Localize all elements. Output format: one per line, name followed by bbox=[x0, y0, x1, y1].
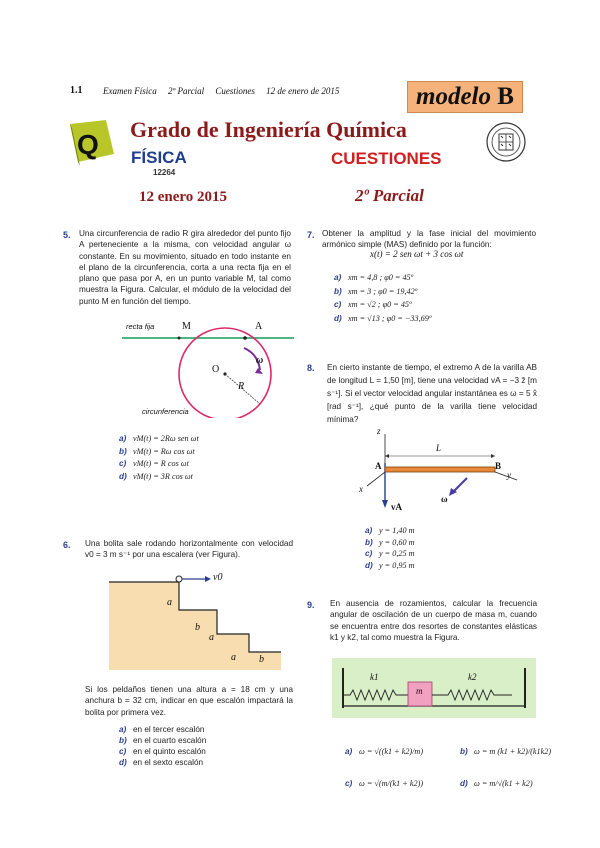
q5-option-a[interactable]: a) vM(t) = 2Rω sen ωt bbox=[119, 434, 199, 443]
q8-text: En cierto instante de tiempo, el extremo A de la varilla AB de longitud L = 1,50 [m], tiene una velocidad vA = −3 ẑ [m s⁻¹]. Si el vector velocidad angular instantánea es ω = 5 x̂ [rad s⁻¹], ¿qué punto de la varilla tiene velocidad mínima? bbox=[327, 363, 537, 424]
university-seal-icon bbox=[486, 122, 526, 162]
q8-label-x: x bbox=[359, 484, 363, 494]
q6-label-b2: b bbox=[259, 654, 264, 665]
q8-label-A: A bbox=[375, 461, 382, 471]
q6-label-a2: a bbox=[209, 632, 214, 643]
q7-option-d[interactable]: d) xm = √13 ; φ0 = −33,69º bbox=[334, 313, 432, 323]
q8-label-z: z bbox=[377, 426, 381, 436]
q7-text: Obtener la amplitud y la fase inicial del movimiento armónico simple (MAS) definido por la función: bbox=[322, 229, 536, 250]
q7-option-a[interactable]: a) xm = 4,8 ; φ0 = 45º bbox=[334, 273, 414, 282]
subject-title: FÍSICA bbox=[131, 148, 187, 167]
q6-text2: Si los peldaños tienen una altura a = 18 cm y una anchura b = 32 cm, indicar en que escalón impactará la bolita por primera vez. bbox=[85, 685, 293, 717]
subject-code: 12264 bbox=[153, 168, 176, 177]
q5-label-M: M bbox=[182, 321, 191, 332]
q8-option-b[interactable]: b) y = 0,60 m bbox=[365, 537, 415, 547]
q8-option-d[interactable]: d) y = 0,95 m bbox=[365, 560, 415, 570]
q8-option-c[interactable]: c) y = 0,25 m bbox=[365, 549, 415, 558]
modelo-label: modelo bbox=[416, 83, 491, 110]
q7-formula: x(t) = 2 sen ωt + 3 cos ωt bbox=[370, 249, 464, 259]
q5-option-c[interactable]: c) vM(t) = R cos ωt bbox=[119, 459, 189, 469]
modelo-letter: B bbox=[497, 83, 514, 110]
header-exam-line: Examen Física 2º Parcial Cuestiones 12 de enero de 2015 bbox=[103, 86, 340, 96]
q6-label-a3: a bbox=[231, 652, 236, 663]
q6-option-b[interactable]: b) en el cuarto escalón bbox=[119, 736, 207, 745]
q8-options bbox=[365, 525, 415, 571]
q7-option-b[interactable]: b) xm = 3 ; φ0 = 19,42º bbox=[334, 286, 418, 296]
q7-number: 7. bbox=[307, 230, 315, 240]
q9-text: En ausencia de rozamientos, calcular la frecuencia angular de oscilación de un cuerpo de masa m, cuando se encuentra entre dos resortes de constantes elásticas k1 y k2, tal como muestra la Figura. bbox=[330, 599, 537, 642]
q5-label-omega: ω bbox=[256, 355, 264, 366]
header-number: 1.1 bbox=[70, 85, 83, 96]
svg-text:Q: Q bbox=[77, 129, 99, 160]
q5-label-circ: circunferencia bbox=[142, 407, 189, 416]
q6-label-v0: v0 bbox=[213, 572, 223, 583]
q6-options bbox=[119, 724, 206, 768]
parcial-title: 2º Parcial bbox=[355, 186, 424, 205]
q5-number: 5. bbox=[63, 230, 71, 240]
q5-text: Una circunferencia de radio R gira alrededor del punto fijo A perteneciente a la misma, con velocidad angular ω constante. En su movimiento, situado en todo instante en el plano de la circunferencia, corta a una recta fija en el plano que pasa por A, en un punto variable M, tal como muestra la Figura. Calcular, el módulo de la velocidad del punto M en función del tiempo. bbox=[79, 229, 291, 306]
q6-label-b1: b bbox=[195, 622, 200, 633]
q6-option-c[interactable]: c) en el quinto escalón bbox=[119, 747, 206, 756]
q9-option-c[interactable]: c) ω = √(m/(k1 + k2)) bbox=[345, 779, 424, 788]
q7-options bbox=[334, 271, 431, 325]
q7-option-c[interactable]: c) xm = √2 ; φ0 = 45º bbox=[334, 300, 412, 309]
q9-label-m: m bbox=[416, 686, 423, 696]
q8-label-vA: vA bbox=[391, 502, 402, 512]
q-logo bbox=[66, 116, 118, 168]
modelo-badge bbox=[407, 81, 523, 113]
q5-options bbox=[119, 433, 199, 483]
q5-label-A: A bbox=[255, 321, 263, 332]
exam-date: 12 enero 2015 bbox=[139, 189, 228, 205]
q6-label-a1: a bbox=[167, 597, 172, 608]
q9-option-a[interactable]: a) ω = √((k1 + k2)/m) bbox=[345, 747, 424, 756]
q5-option-d[interactable]: d) vM(t) = 3R cos ωt bbox=[119, 471, 193, 481]
q6-option-a[interactable]: a) en el tercer escalón bbox=[119, 725, 205, 734]
q9-springs-figure bbox=[332, 658, 536, 718]
q6-text: Una bolita sale rodando horizontalmente con velocidad v0 = 3 m s⁻¹ por una escalera (ver Figura). bbox=[85, 539, 293, 560]
q8-rod-figure bbox=[355, 428, 525, 516]
q8-label-B: B bbox=[495, 461, 502, 471]
q6-number: 6. bbox=[63, 540, 71, 550]
q5-label-recta: recta fija bbox=[126, 322, 155, 331]
degree-title: Grado de Ingeniería Química bbox=[130, 117, 407, 142]
q8-option-a[interactable]: a) y = 1,40 m bbox=[365, 526, 415, 535]
q8-label-y: y bbox=[507, 470, 511, 480]
q5-option-b[interactable]: b) vM(t) = Rω cos ωt bbox=[119, 446, 195, 456]
q8-label-omega: ω bbox=[441, 494, 448, 504]
q6-option-d[interactable]: d) en el sexto escalón bbox=[119, 758, 204, 767]
q5-label-R: R bbox=[238, 381, 245, 392]
q5-label-O: O bbox=[212, 364, 220, 375]
q9-option-d[interactable]: d) ω = m/√(k1 + k2) bbox=[460, 779, 533, 788]
q6-staircase-figure bbox=[109, 572, 281, 670]
q9-label-k1: k1 bbox=[370, 672, 379, 682]
cuestiones-title: CUESTIONES bbox=[331, 149, 442, 168]
q8-number: 8. bbox=[307, 363, 315, 373]
q9-label-k2: k2 bbox=[468, 672, 477, 682]
q8-label-L: L bbox=[436, 443, 442, 453]
q9-number: 9. bbox=[307, 600, 315, 610]
q5-figure bbox=[122, 318, 294, 418]
q9-option-b[interactable]: b) ω = m (k1 + k2)/(k1k2) bbox=[460, 747, 552, 756]
